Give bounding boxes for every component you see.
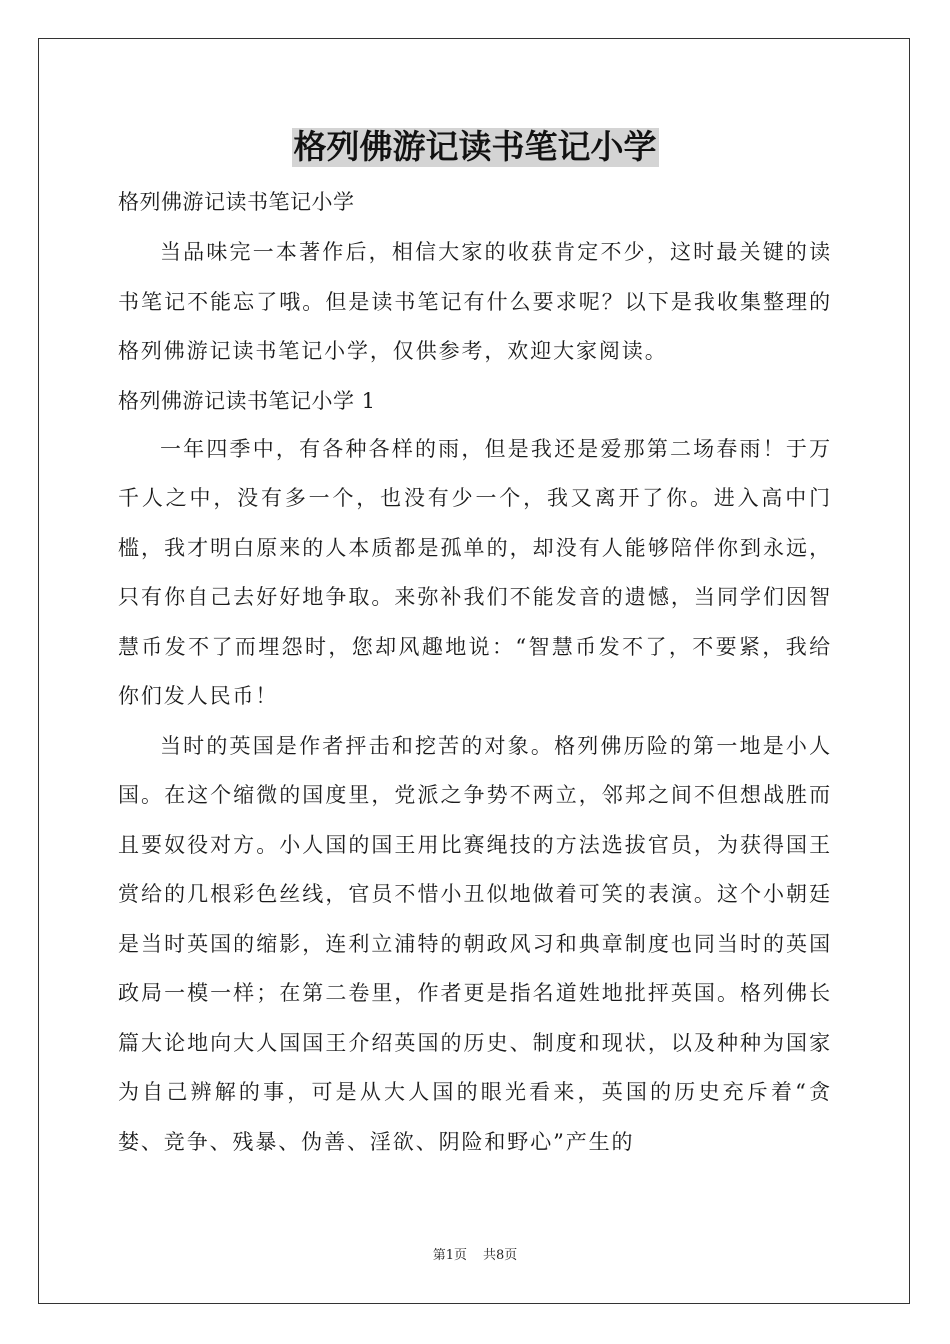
document-title-block — [0, 128, 950, 167]
section-heading: 格列佛游记读书笔记小学 1 — [118, 388, 376, 413]
document-title: 格列佛游记读书笔记小学 — [293, 127, 657, 166]
body-paragraph-2: 当时的英国是作者抨击和挖苦的对象。格列佛历险的第一地是小人国。在这个缩微的国度里，党派之争势不两立，邻邦之间不但想战胜而且要奴役对方。小人国的国王用比赛绳技的方法选拔官员，为获得国王赏给的几根彩色丝线，官员不惜小丑似地做着可笑的表演。这个小朝廷是当时英国的缩影，连利立浦特的朝政风习和典章制度也同当时的英国政局一模一样；在第二卷里，作者更是指名道姓地批抨英国。格列佛长篇大论地向大人国国王介绍英国的历史、制度和现状，以及种种为国家为自己辨解的事，可是从大人国的眼光看来，英国的历史充斥着“贪婪、竞争、残暴、伪善、淫欲、阴险和野心”产生的 — [118, 733, 832, 1154]
page-number-current: 第1页 — [432, 1248, 467, 1263]
document-body — [118, 178, 832, 1167]
intro-paragraph: 当品味完一本著作后，相信大家的收获肯定不少，这时最关键的读书笔记不能忘了哦。但是读书笔记有什么要求呢？以下是我收集整理的格列佛游记读书笔记小学，仅供参考，欢迎大家阅读。 — [118, 240, 832, 363]
document-subtitle: 格列佛游记读书笔记小学 — [118, 190, 355, 214]
page-footer — [0, 1244, 950, 1263]
page-number-total: 共8页 — [483, 1248, 518, 1263]
body-paragraph-1: 一年四季中，有各种各样的雨，但是我还是爱那第二场春雨！于万千人之中，没有多一个，也没有少一个，我又离开了你。进入高中门槛，我才明白原来的人本质都是孤单的，却没有人能够陪伴你到永远，只有你自己去好好地争取。来弥补我们不能发音的遗憾，当同学们因智慧币发不了而埋怨时，您却风趣地说：“智慧币发不了，不要紧，我给你们发人民币！ — [118, 436, 832, 708]
